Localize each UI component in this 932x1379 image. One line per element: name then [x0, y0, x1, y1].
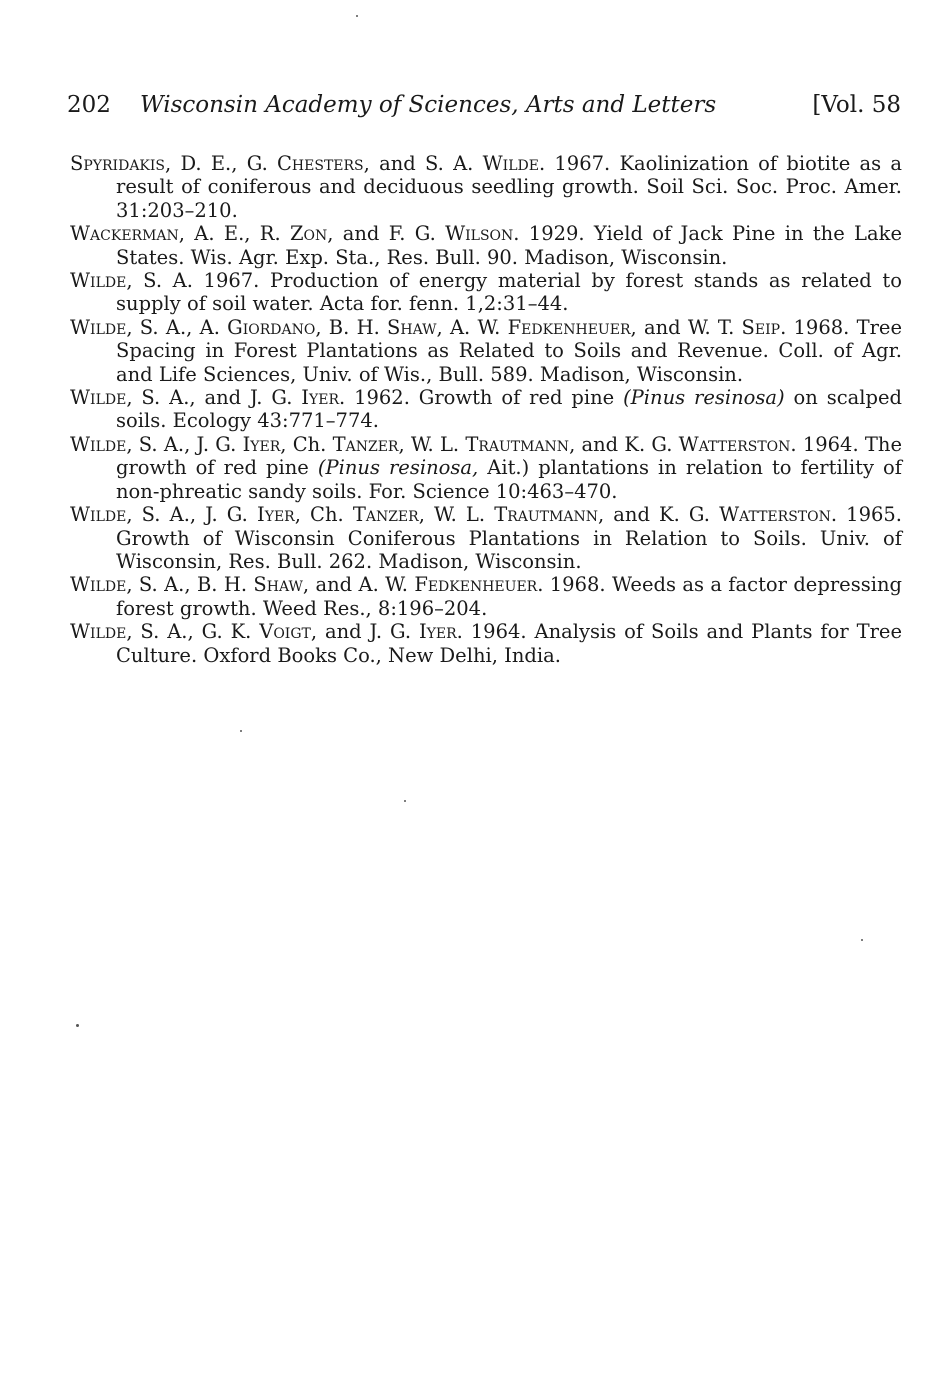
reference-entry: [70, 503, 902, 573]
reference-text: , W. L.: [398, 432, 466, 456]
author-name: Chesters: [277, 152, 364, 175]
reference-text: , S. A., A.: [126, 315, 228, 339]
reference-text: on scalped soils. Ecology 43:771–774.: [116, 386, 902, 433]
reference-text: , and F. G.: [327, 222, 446, 246]
reference-entry: [70, 152, 902, 222]
reference-text: , and K. G.: [569, 432, 679, 456]
reference-text: Ait.) plantations in relation to fertility of non-phreatic sandy soils. For. Science 10:463–470.: [116, 456, 903, 503]
scan-speck: [76, 1024, 79, 1027]
author-name: Giordano: [227, 315, 316, 339]
author-name: Iyer: [301, 386, 340, 410]
reference-text: . 1964. The growth of red pine: [116, 432, 902, 480]
reference-entry: [70, 386, 902, 433]
author-name: Wilde: [70, 620, 127, 644]
reference-text: , B. H.: [315, 315, 388, 339]
author-name: Iyer: [242, 432, 281, 456]
author-name: Shaw: [387, 315, 437, 339]
running-head: [67, 88, 901, 122]
author-name: Wilde: [70, 269, 127, 293]
reference-text: , S. A., and J. G.: [126, 386, 302, 410]
reference-text: , Ch.: [280, 432, 333, 456]
reference-text: , S. A., G. K.: [126, 620, 260, 644]
reference-text: . 1968. Weeds as a factor depressing forest growth. Weed Res., 8:196–204.: [116, 573, 902, 620]
author-name: Seip: [741, 315, 781, 339]
reference-text: . 1929. Yield of Jack Pine in the Lake States. Wis. Agr. Exp. Sta., Res. Bull. 90. Madison, Wisconsin.: [116, 222, 902, 269]
reference-text: , and W. T.: [630, 315, 742, 339]
author-name: Wilde: [482, 152, 539, 175]
reference-text: , S. A. 1967. Production of energy material by forest stands as related to supply of soil water. Acta for. fenn. 1,2:31–44.: [116, 269, 902, 316]
author-name: Fedkenheuer: [507, 315, 631, 339]
author-name: Watterston: [719, 503, 831, 527]
author-name: Tanzer: [332, 432, 399, 456]
author-name: Voigt: [259, 620, 311, 644]
reference-text: , S. A., J. G.: [126, 432, 243, 456]
scan-speck: [356, 15, 358, 17]
reference-entry: [70, 316, 902, 386]
author-name: Wilde: [70, 315, 127, 339]
reference-text: , and A. W.: [302, 573, 415, 597]
reference-text: , S. A., B. H.: [126, 573, 254, 597]
reference-entry: [70, 433, 902, 503]
reference-entry: [70, 620, 902, 667]
reference-list: [70, 152, 902, 667]
reference-text: , A. E., R.: [178, 222, 290, 246]
reference-text: , Ch.: [294, 503, 353, 527]
author-name: Trautmann: [494, 503, 598, 527]
author-name: Iyer: [257, 503, 295, 527]
reference-text: . 1968. Tree Spacing in Forest Plantations as Related to Soils and Revenue. Coll. of Agr. and Life Sciences, Univ. of Wis., Bull. 589. Madison, Wisconsin.: [116, 315, 902, 386]
author-name: Spyridakis: [70, 152, 166, 175]
reference-entry: [70, 269, 902, 316]
author-name: Iyer: [418, 620, 457, 644]
reference-text: , S. A., J. G.: [126, 503, 257, 527]
author-name: Tanzer: [352, 503, 419, 527]
volume-label: [Vol. 58: [812, 92, 901, 118]
author-name: Wilde: [70, 573, 127, 597]
reference-entry: [70, 222, 902, 269]
author-name: Wackerman: [70, 222, 179, 246]
author-name: Wilde: [70, 503, 127, 527]
reference-text: . 1965. Growth of Wisconsin Coniferous Plantations in Relation to Soils. Univ. of Wisconsin, Res. Bull. 262. Madison, Wisconsin.: [116, 503, 902, 573]
reference-text: , W. L.: [418, 503, 495, 527]
author-name: Wilde: [70, 432, 127, 456]
reference-text: , D. E., G.: [165, 152, 278, 175]
author-name: Wilson: [445, 222, 514, 246]
reference-text: . 1962. Growth of red pine: [339, 386, 624, 410]
reference-text: . 1964. Analysis of Soils and Plants for Tree Culture. Oxford Books Co., New Delhi, India.: [116, 620, 902, 667]
scan-speck: [861, 939, 863, 941]
scan-speck: [404, 800, 406, 802]
scan-speck: [240, 730, 242, 732]
reference-text: , and J. G.: [310, 620, 419, 644]
reference-entry: [70, 573, 902, 620]
author-name: Trautmann: [465, 432, 570, 456]
species-name: (Pinus resinosa,: [317, 456, 479, 480]
author-name: Wilde: [70, 386, 127, 410]
species-name: (Pinus resinosa): [623, 386, 785, 410]
reference-text: , and S. A.: [363, 152, 483, 175]
reference-text: , and K. G.: [597, 503, 720, 527]
author-name: Fedkenheuer: [414, 573, 538, 597]
journal-title: Wisconsin Academy of Sciences, Arts and Letters: [140, 92, 717, 118]
reference-text: . 1967. Kaolinization of biotite as a result of coniferous and deciduous seedling growth. Soil Sci. Soc. Proc. Amer. 31:203–210.: [116, 152, 902, 222]
author-name: Shaw: [253, 573, 303, 597]
author-name: Watterston: [678, 432, 791, 456]
author-name: Zon: [289, 222, 328, 246]
page-number: 202: [67, 92, 111, 118]
reference-text: , A. W.: [436, 315, 508, 339]
